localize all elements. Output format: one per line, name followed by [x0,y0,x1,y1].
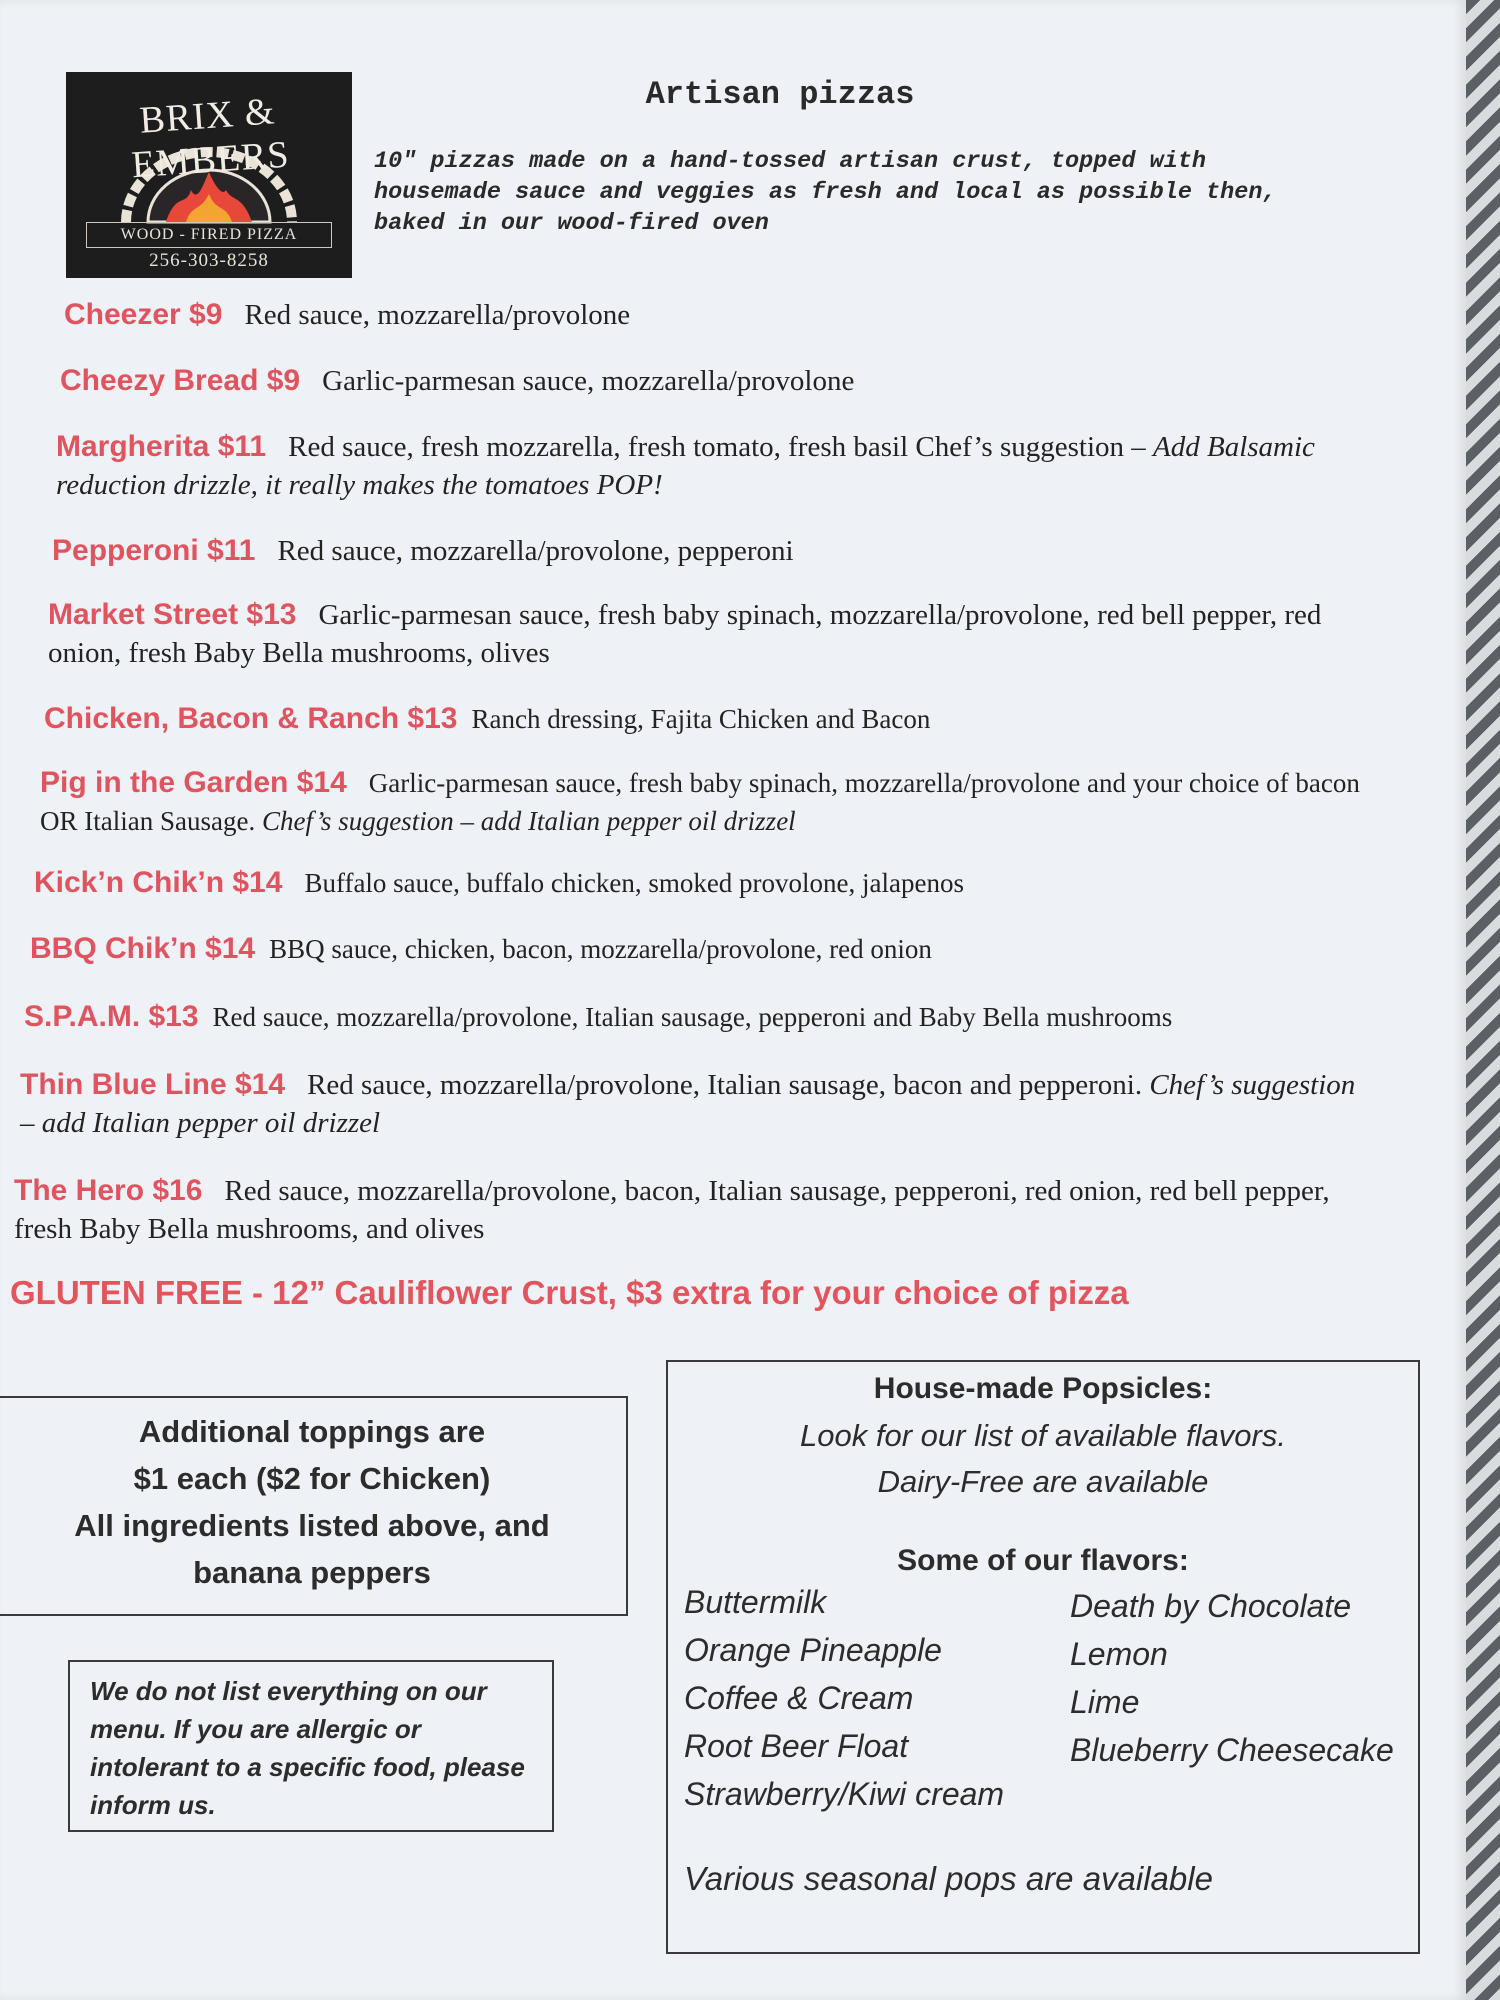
item-description: Garlic-parmesan sauce, fresh baby spinach, mozzarella/provolone, red bell pepper, red onion, fresh Baby Bella mushrooms, olives [48,599,1322,669]
menu-item [40,764,1370,840]
item-name: Chicken, Bacon & Ranch $13 [44,702,458,735]
item-name: Thin Blue Line $14 [20,1068,286,1101]
allergy-line: We do not list everything on our [90,1676,487,1706]
intro-text: 10″ pizzas made on a hand-tossed artisan crust, topped with housemade sauce and veggies as fresh and local as possible then, baked in our wood-fired oven [374,148,1277,237]
menu-item [34,864,1404,902]
allergy-notice-box [68,1660,554,1832]
flavor-item: Root Beer Float [684,1728,909,1764]
logo-tagline: WOOD - FIRED PIZZA [86,222,332,248]
item-name: BBQ Chik’n $14 [30,932,256,965]
toppings-line: All ingredients listed above, and [74,1508,550,1543]
flavor-item: Orange Pineapple [684,1632,942,1668]
popsicles-footer: Various seasonal pops are available [684,1860,1213,1897]
chef-suggestion: Add Balsamic reduction drizzle, it really makes the tomatoes POP! [56,431,1315,501]
menu-item [48,596,1378,672]
flavor-item: Coffee & Cream [684,1680,914,1716]
popsicles-heading: House-made Popsicles: [873,1372,1213,1405]
menu-item [60,362,1430,400]
toppings-line: Additional toppings are [138,1414,486,1449]
background-edge [1466,0,1500,2000]
flavors-heading: Some of our flavors: [897,1544,1189,1577]
item-description: Garlic-parmesan sauce, mozzarella/provolone [322,365,855,397]
allergy-line: intolerant to a specific food, please [90,1752,525,1782]
brand-logo [66,72,352,278]
menu-item [14,1172,1374,1248]
logo-wordmark: BRIX & EMBERS [130,90,291,187]
item-name: Market Street $13 [48,598,297,631]
page-title: Artisan pizzas [645,76,915,113]
popsicles-line: Look for our list of available flavors. [800,1418,1286,1453]
item-name: S.P.A.M. $13 [24,1000,199,1033]
menu-item [20,1066,1370,1142]
menu-item [44,700,1414,738]
allergy-line: menu. If you are allergic or [90,1714,421,1744]
item-description: Buffalo sauce, buffalo chicken, smoked provolone, jalapenos [304,868,964,898]
toppings-line: $1 each ($2 for Chicken) [133,1461,491,1496]
item-name: Pig in the Garden $14 [40,766,347,799]
item-name: Pepperoni $11 [52,534,256,567]
gluten-free-notice: GLUTEN FREE - 12” Cauliflower Crust, $3 extra for your choice of pizza [10,1274,1129,1311]
flavor-item: Strawberry/Kiwi cream [684,1776,1005,1812]
item-description: Red sauce, fresh mozzarella, fresh tomato, fresh basil Chef’s suggestion – [288,431,1146,463]
item-description: Red sauce, mozzarella/provolone, Italian sausage, pepperoni and Baby Bella mushrooms [212,1002,1173,1032]
flavor-item: Lemon [1070,1636,1168,1672]
item-description: Red sauce, mozzarella/provolone, pepperoni [277,535,794,567]
item-name: Cheezer $9 [64,298,223,331]
item-name: Kick’n Chik’n $14 [34,866,283,899]
chef-suggestion: Chef’s suggestion – add Italian pepper oil drizzel [261,806,796,836]
item-description: Ranch dressing, Fajita Chicken and Bacon [471,704,931,734]
flavor-item: Blueberry Cheesecake [1070,1732,1394,1768]
chef-suggestion: Chef’s suggestion – add Italian pepper oil drizzel [20,1069,1356,1139]
menu-item [52,532,1422,570]
menu-item [56,428,1386,504]
item-description: Red sauce, mozzarella/provolone, bacon, Italian sausage, pepperoni, red onion, red bell pepper, fresh Baby Bella mushrooms, and olives [14,1175,1330,1245]
menu-item [24,998,1394,1036]
toppings-box [0,1396,628,1616]
flavor-item: Death by Chocolate [1070,1588,1352,1624]
item-name: The Hero $16 [14,1174,203,1207]
item-name: Cheezy Bread $9 [60,364,301,397]
item-description: Red sauce, mozzarella/provolone, Italian sausage, bacon and pepperoni. [307,1069,1143,1101]
allergy-line: inform us. [90,1790,216,1820]
flavor-item: Buttermilk [684,1584,827,1620]
popsicles-box [666,1360,1420,1954]
menu-item [30,930,1400,968]
flavor-item: Lime [1070,1684,1140,1720]
menu-item [64,296,1434,334]
toppings-line: banana peppers [193,1555,431,1590]
item-description: Garlic-parmesan sauce, fresh baby spinach, mozzarella/provolone and your choice of bacon OR Italian Sausage. [40,768,1360,836]
popsicles-line: Dairy-Free are available [877,1464,1209,1499]
item-name: Margherita $11 [56,430,267,463]
item-description: Red sauce, mozzarella/provolone [244,299,631,331]
phone-number: 256-303-8258 [149,250,269,271]
item-description: BBQ sauce, chicken, bacon, mozzarella/provolone, red onion [269,934,932,964]
